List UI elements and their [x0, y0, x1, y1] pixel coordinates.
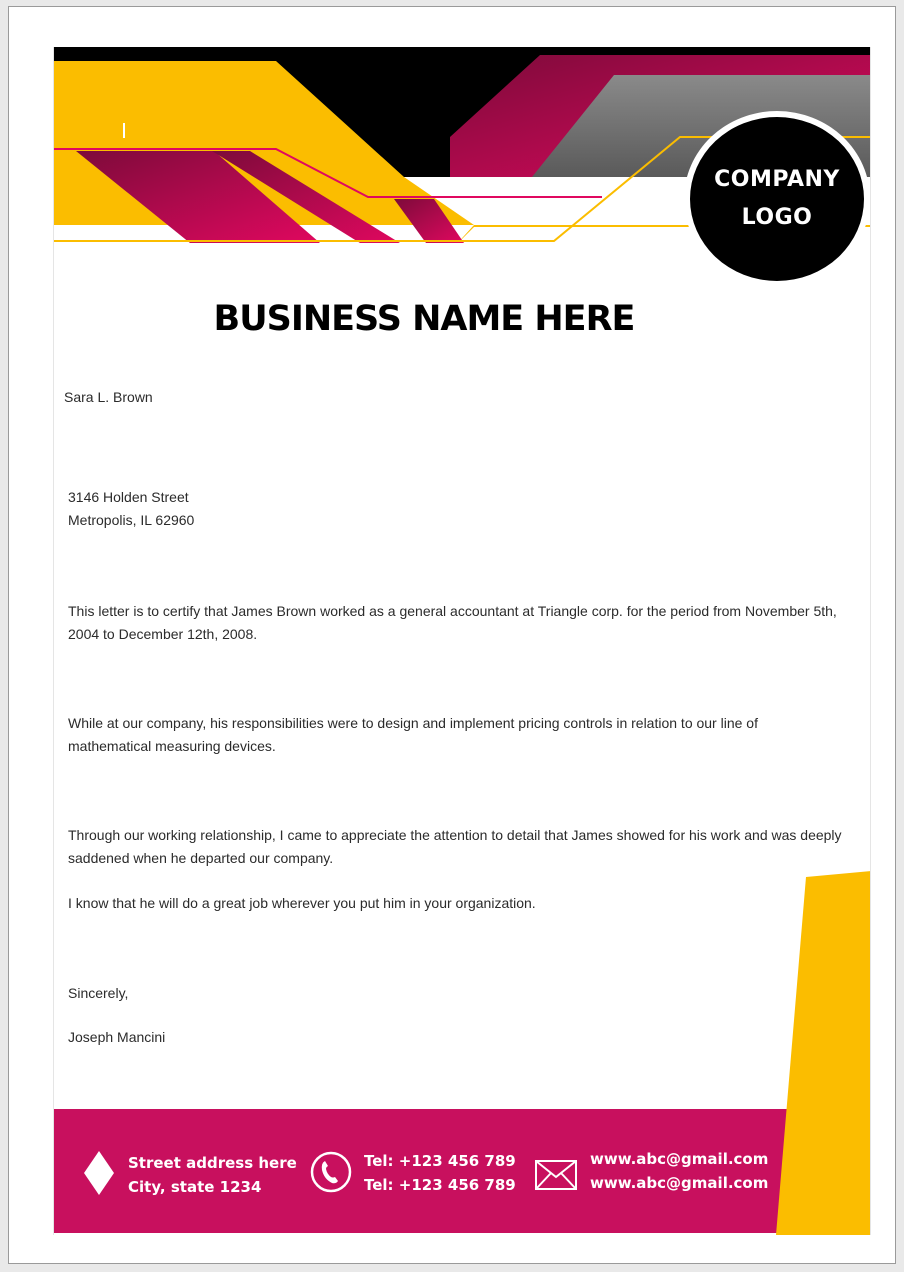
footer-phone: [364, 1149, 516, 1197]
footer-phone-line-1: Tel: +123 456 789: [364, 1152, 516, 1170]
signature: Joseph Mancini: [68, 1029, 166, 1045]
recipient-name: Sara L. Brown: [64, 389, 153, 405]
company-logo: [684, 111, 870, 287]
phone-icon: [310, 1151, 352, 1193]
paragraph-1: This letter is to certify that James Brown worked as a general accountant at Triangle corp. for the period from November 5th, 2004 to December 12th, 2008.: [68, 603, 837, 642]
footer-address-line-2: City, state 1234: [128, 1178, 262, 1196]
closing: Sincerely,: [68, 985, 129, 1001]
logo-line-2: LOGO: [741, 205, 813, 230]
side-decoration: [776, 869, 871, 1235]
document-page: [8, 6, 896, 1264]
footer-bar: [54, 1109, 794, 1233]
letterhead: [53, 47, 871, 1235]
business-name: BUSINESS NAME HERE: [213, 299, 635, 339]
footer-email-line-2: www.abc@gmail.com: [590, 1174, 769, 1192]
footer-email: [590, 1147, 768, 1195]
paragraph-4: I know that he will do a great job wherever you put him in your organization.: [68, 895, 536, 911]
address-line-2: Metropolis, IL 62960: [68, 512, 195, 528]
envelope-icon: [534, 1159, 578, 1191]
paragraph-2: While at our company, his responsibilities were to design and implement pricing controls in relation to our line of mathematical measuring devices.: [68, 715, 758, 754]
logo-line-1: COMPANY: [714, 167, 840, 192]
footer-address-line-1: Street address here: [128, 1154, 297, 1172]
address-line-1: 3146 Holden Street: [68, 489, 189, 505]
recipient-address: [68, 486, 194, 532]
paragraph-3: Through our working relationship, I came to appreciate the attention to detail that James showed for his work and was deeply saddened when he departed our company.: [68, 827, 842, 866]
footer-address: [128, 1151, 297, 1199]
footer-email-line-1: www.abc@gmail.com: [590, 1150, 769, 1168]
diamond-icon: [82, 1149, 116, 1197]
footer-phone-line-2: Tel: +123 456 789: [364, 1176, 516, 1194]
